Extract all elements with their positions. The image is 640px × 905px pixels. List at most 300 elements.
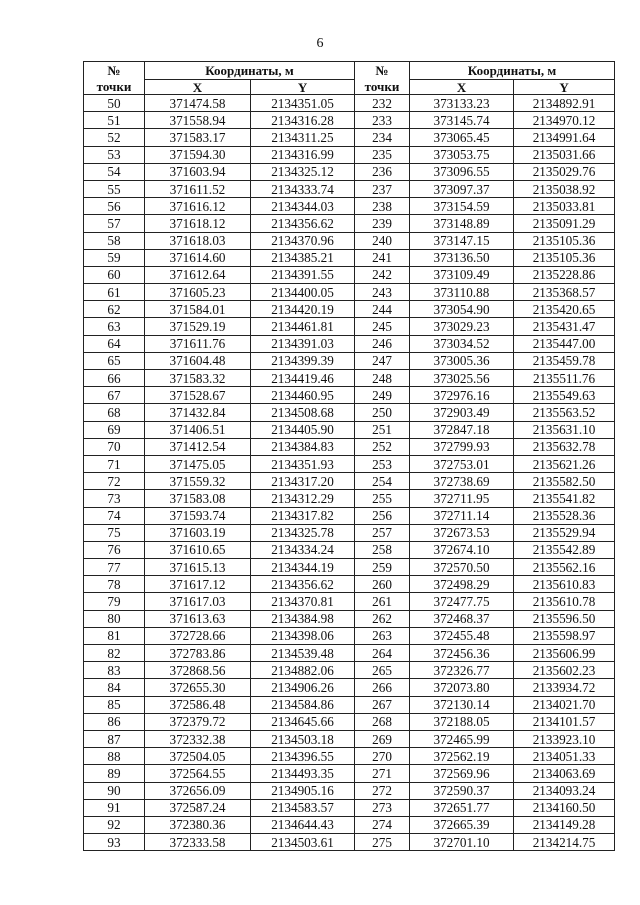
table-row	[84, 318, 615, 335]
y-value-right: 2135563.52	[514, 404, 615, 421]
y-value-left: 2134351.05	[251, 95, 355, 112]
coordinates-header-right: Координаты, м	[410, 62, 615, 80]
point-number-right: 247	[355, 352, 410, 369]
y-value-left: 2134508.68	[251, 404, 355, 421]
x-value-left: 371412.54	[145, 438, 251, 455]
x-value-right: 373029.23	[410, 318, 514, 335]
point-number-left: 67	[84, 387, 145, 404]
y-value-right: 2135621.26	[514, 455, 615, 472]
table-row	[84, 352, 615, 369]
y-value-right: 2135431.47	[514, 318, 615, 335]
y-value-right: 2135631.10	[514, 421, 615, 438]
point-number-left: 83	[84, 662, 145, 679]
point-number-right: 246	[355, 335, 410, 352]
y-value-left: 2134906.26	[251, 679, 355, 696]
x-value-right: 372455.48	[410, 627, 514, 644]
y-value-right: 2135549.63	[514, 387, 615, 404]
point-number-left: 76	[84, 541, 145, 558]
y-value-right: 2135228.86	[514, 266, 615, 283]
point-number-left: 84	[84, 679, 145, 696]
x-value-left: 371603.19	[145, 524, 251, 541]
point-number-right: 248	[355, 370, 410, 387]
point-number-left: 72	[84, 473, 145, 490]
table-row	[84, 180, 615, 197]
x-value-left: 371611.52	[145, 180, 251, 197]
x-value-right: 373065.45	[410, 129, 514, 146]
x-value-right: 372847.18	[410, 421, 514, 438]
y-header-left: Y	[251, 80, 355, 95]
x-value-right: 372799.93	[410, 438, 514, 455]
x-header-right: X	[410, 80, 514, 95]
point-number-left: 51	[84, 112, 145, 129]
point-number-right: 241	[355, 249, 410, 266]
x-value-left: 372564.55	[145, 765, 251, 782]
x-value-right: 373145.74	[410, 112, 514, 129]
x-value-right: 372976.16	[410, 387, 514, 404]
table-row	[84, 799, 615, 816]
y-value-right: 2135091.29	[514, 215, 615, 232]
y-value-left: 2134539.48	[251, 645, 355, 662]
y-value-right: 2135542.89	[514, 541, 615, 558]
y-value-left: 2134400.05	[251, 284, 355, 301]
point-number-right: 242	[355, 266, 410, 283]
table-row	[84, 507, 615, 524]
table-row	[84, 490, 615, 507]
table-row	[84, 559, 615, 576]
table-row	[84, 232, 615, 249]
table-row	[84, 455, 615, 472]
y-value-left: 2134396.55	[251, 748, 355, 765]
point-number-left: 81	[84, 627, 145, 644]
point-number-right: 252	[355, 438, 410, 455]
y-value-right: 2134160.50	[514, 799, 615, 816]
point-number-right: 243	[355, 284, 410, 301]
point-number-left: 87	[84, 730, 145, 747]
table-row	[84, 593, 615, 610]
table-row	[84, 198, 615, 215]
y-value-right: 2134214.75	[514, 834, 615, 851]
x-value-right: 373097.37	[410, 180, 514, 197]
x-value-left: 371618.12	[145, 215, 251, 232]
point-number-left: 55	[84, 180, 145, 197]
point-number-left: 64	[84, 335, 145, 352]
point-number-left: 59	[84, 249, 145, 266]
y-value-right: 2135038.92	[514, 180, 615, 197]
point-number-left: 91	[84, 799, 145, 816]
y-value-left: 2134645.66	[251, 713, 355, 730]
point-number-left: 74	[84, 507, 145, 524]
y-value-right: 2133923.10	[514, 730, 615, 747]
point-number-left: 70	[84, 438, 145, 455]
point-number-header-right: №	[355, 62, 410, 80]
x-value-left: 371529.19	[145, 318, 251, 335]
point-number-left: 68	[84, 404, 145, 421]
x-value-right: 372665.39	[410, 816, 514, 833]
point-number-left: 73	[84, 490, 145, 507]
x-value-right: 372073.80	[410, 679, 514, 696]
x-value-right: 373005.36	[410, 352, 514, 369]
table-row	[84, 301, 615, 318]
y-value-right: 2135029.76	[514, 163, 615, 180]
table-row	[84, 473, 615, 490]
x-value-left: 372332.38	[145, 730, 251, 747]
point-number-left: 61	[84, 284, 145, 301]
table-row	[84, 782, 615, 799]
table-row	[84, 524, 615, 541]
table-row	[84, 816, 615, 833]
point-number-left: 54	[84, 163, 145, 180]
x-value-right: 373133.23	[410, 95, 514, 112]
x-value-left: 371617.12	[145, 576, 251, 593]
y-value-right: 2135105.36	[514, 232, 615, 249]
y-value-left: 2134384.83	[251, 438, 355, 455]
point-number-left: 89	[84, 765, 145, 782]
x-value-left: 371583.08	[145, 490, 251, 507]
x-value-left: 371603.94	[145, 163, 251, 180]
point-number-right: 274	[355, 816, 410, 833]
table-row	[84, 387, 615, 404]
y-value-right: 2134991.64	[514, 129, 615, 146]
x-value-right: 372711.14	[410, 507, 514, 524]
table-row	[84, 730, 615, 747]
point-number-right: 239	[355, 215, 410, 232]
table-row	[84, 679, 615, 696]
y-value-left: 2134325.78	[251, 524, 355, 541]
x-value-right: 373034.52	[410, 335, 514, 352]
point-number-left: 69	[84, 421, 145, 438]
y-value-right: 2135632.78	[514, 438, 615, 455]
point-number-right: 235	[355, 146, 410, 163]
table-row	[84, 146, 615, 163]
point-number-right: 255	[355, 490, 410, 507]
x-value-left: 372379.72	[145, 713, 251, 730]
table-row	[84, 335, 615, 352]
y-value-left: 2134405.90	[251, 421, 355, 438]
x-value-right: 372326.77	[410, 662, 514, 679]
y-value-right: 2135368.57	[514, 284, 615, 301]
x-value-left: 371406.51	[145, 421, 251, 438]
table-row	[84, 163, 615, 180]
x-value-right: 373110.88	[410, 284, 514, 301]
y-value-left: 2134312.29	[251, 490, 355, 507]
x-value-left: 371594.30	[145, 146, 251, 163]
point-number-right: 272	[355, 782, 410, 799]
x-value-left: 372728.66	[145, 627, 251, 644]
x-value-right: 373109.49	[410, 266, 514, 283]
x-value-left: 371617.03	[145, 593, 251, 610]
x-value-right: 372569.96	[410, 765, 514, 782]
point-number-right: 237	[355, 180, 410, 197]
y-header-right: Y	[514, 80, 615, 95]
x-value-left: 371610.65	[145, 541, 251, 558]
table-row	[84, 696, 615, 713]
y-value-right: 2135528.36	[514, 507, 615, 524]
table-row	[84, 765, 615, 782]
y-value-left: 2134399.39	[251, 352, 355, 369]
y-value-left: 2134493.35	[251, 765, 355, 782]
point-number-right: 269	[355, 730, 410, 747]
y-value-left: 2134325.12	[251, 163, 355, 180]
table-row	[84, 266, 615, 283]
x-value-left: 371612.64	[145, 266, 251, 283]
y-value-right: 2135602.23	[514, 662, 615, 679]
table-row	[84, 215, 615, 232]
x-value-right: 372674.10	[410, 541, 514, 558]
table-row	[84, 370, 615, 387]
coordinates-header-left: Координаты, м	[145, 62, 355, 80]
point-number-left: 65	[84, 352, 145, 369]
point-number-right: 254	[355, 473, 410, 490]
y-value-left: 2134461.81	[251, 318, 355, 335]
point-number-left: 82	[84, 645, 145, 662]
y-value-left: 2134385.21	[251, 249, 355, 266]
table-row	[84, 576, 615, 593]
y-value-right: 2135105.36	[514, 249, 615, 266]
x-value-right: 373136.50	[410, 249, 514, 266]
x-value-left: 371583.32	[145, 370, 251, 387]
x-value-left: 372380.36	[145, 816, 251, 833]
point-number-right: 273	[355, 799, 410, 816]
point-label-right: точки	[355, 80, 410, 95]
point-number-right: 263	[355, 627, 410, 644]
point-number-right: 251	[355, 421, 410, 438]
point-number-left: 53	[84, 146, 145, 163]
y-value-right: 2134021.70	[514, 696, 615, 713]
y-value-left: 2134351.93	[251, 455, 355, 472]
x-value-left: 371432.84	[145, 404, 251, 421]
point-number-right: 256	[355, 507, 410, 524]
point-number-right: 259	[355, 559, 410, 576]
x-value-left: 372586.48	[145, 696, 251, 713]
point-number-left: 88	[84, 748, 145, 765]
x-value-right: 372130.14	[410, 696, 514, 713]
x-value-right: 372498.29	[410, 576, 514, 593]
point-number-right: 253	[355, 455, 410, 472]
x-value-left: 372868.56	[145, 662, 251, 679]
point-number-right: 250	[355, 404, 410, 421]
x-value-left: 372504.05	[145, 748, 251, 765]
y-value-right: 2135596.50	[514, 610, 615, 627]
point-number-right: 233	[355, 112, 410, 129]
x-value-left: 371615.13	[145, 559, 251, 576]
point-number-right: 268	[355, 713, 410, 730]
y-value-left: 2134356.62	[251, 215, 355, 232]
y-value-left: 2134583.57	[251, 799, 355, 816]
y-value-right: 2134149.28	[514, 816, 615, 833]
point-number-left: 93	[84, 834, 145, 851]
y-value-left: 2134460.95	[251, 387, 355, 404]
x-value-right: 372738.69	[410, 473, 514, 490]
point-number-right: 245	[355, 318, 410, 335]
y-value-right: 2135541.82	[514, 490, 615, 507]
x-value-left: 371604.48	[145, 352, 251, 369]
point-number-right: 261	[355, 593, 410, 610]
point-number-left: 50	[84, 95, 145, 112]
point-number-left: 85	[84, 696, 145, 713]
y-value-left: 2134384.98	[251, 610, 355, 627]
y-value-right: 2135459.78	[514, 352, 615, 369]
x-value-left: 372656.09	[145, 782, 251, 799]
point-number-left: 60	[84, 266, 145, 283]
point-number-right: 258	[355, 541, 410, 558]
point-number-right: 232	[355, 95, 410, 112]
x-value-right: 372711.95	[410, 490, 514, 507]
y-value-left: 2134370.81	[251, 593, 355, 610]
x-value-left: 371583.17	[145, 129, 251, 146]
x-value-right: 373148.89	[410, 215, 514, 232]
x-value-right: 372590.37	[410, 782, 514, 799]
point-number-left: 71	[84, 455, 145, 472]
x-value-left: 371611.76	[145, 335, 251, 352]
point-number-left: 56	[84, 198, 145, 215]
y-value-right: 2134063.69	[514, 765, 615, 782]
y-value-left: 2134905.16	[251, 782, 355, 799]
y-value-right: 2135606.99	[514, 645, 615, 662]
y-value-left: 2134317.82	[251, 507, 355, 524]
table-row	[84, 284, 615, 301]
x-value-right: 372465.99	[410, 730, 514, 747]
page-number: 6	[316, 36, 324, 51]
point-number-left: 92	[84, 816, 145, 833]
x-value-left: 371618.03	[145, 232, 251, 249]
point-label-left: точки	[84, 80, 145, 95]
x-value-left: 371558.94	[145, 112, 251, 129]
x-value-left: 371616.12	[145, 198, 251, 215]
y-value-left: 2134316.99	[251, 146, 355, 163]
x-value-right: 373154.59	[410, 198, 514, 215]
x-value-right: 372673.53	[410, 524, 514, 541]
point-number-right: 236	[355, 163, 410, 180]
point-number-left: 66	[84, 370, 145, 387]
point-number-left: 86	[84, 713, 145, 730]
x-value-left: 371475.05	[145, 455, 251, 472]
point-number-left: 80	[84, 610, 145, 627]
y-value-right: 2135420.65	[514, 301, 615, 318]
y-value-right: 2135598.97	[514, 627, 615, 644]
y-value-right: 2133934.72	[514, 679, 615, 696]
y-value-left: 2134311.25	[251, 129, 355, 146]
y-value-right: 2134051.33	[514, 748, 615, 765]
x-value-right: 372701.10	[410, 834, 514, 851]
x-value-right: 373025.56	[410, 370, 514, 387]
point-number-right: 264	[355, 645, 410, 662]
y-value-right: 2135610.83	[514, 576, 615, 593]
point-number-left: 58	[84, 232, 145, 249]
x-value-left: 371605.23	[145, 284, 251, 301]
y-value-left: 2134370.96	[251, 232, 355, 249]
point-number-right: 249	[355, 387, 410, 404]
x-header-left: X	[145, 80, 251, 95]
x-value-left: 371613.63	[145, 610, 251, 627]
y-value-left: 2134316.28	[251, 112, 355, 129]
y-value-left: 2134391.55	[251, 266, 355, 283]
point-number-right: 267	[355, 696, 410, 713]
x-value-right: 372456.36	[410, 645, 514, 662]
point-number-left: 75	[84, 524, 145, 541]
table-row	[84, 713, 615, 730]
x-value-left: 372783.86	[145, 645, 251, 662]
x-value-left: 372655.30	[145, 679, 251, 696]
y-value-left: 2134334.24	[251, 541, 355, 558]
y-value-left: 2134344.03	[251, 198, 355, 215]
x-value-left: 371593.74	[145, 507, 251, 524]
x-value-right: 373147.15	[410, 232, 514, 249]
y-value-right: 2135529.94	[514, 524, 615, 541]
x-value-left: 371474.58	[145, 95, 251, 112]
y-value-left: 2134356.62	[251, 576, 355, 593]
y-value-right: 2135031.66	[514, 146, 615, 163]
y-value-right: 2135511.76	[514, 370, 615, 387]
y-value-left: 2134584.86	[251, 696, 355, 713]
table-row	[84, 249, 615, 266]
point-number-right: 271	[355, 765, 410, 782]
table-row	[84, 404, 615, 421]
point-number-left: 57	[84, 215, 145, 232]
table-row	[84, 834, 615, 851]
point-number-right: 270	[355, 748, 410, 765]
y-value-right: 2135610.78	[514, 593, 615, 610]
x-value-right: 373096.55	[410, 163, 514, 180]
y-value-left: 2134391.03	[251, 335, 355, 352]
point-number-right: 257	[355, 524, 410, 541]
x-value-right: 372651.77	[410, 799, 514, 816]
point-number-right: 244	[355, 301, 410, 318]
y-value-right: 2134093.24	[514, 782, 615, 799]
table-row	[84, 438, 615, 455]
point-number-left: 79	[84, 593, 145, 610]
x-value-right: 372562.19	[410, 748, 514, 765]
point-number-left: 63	[84, 318, 145, 335]
x-value-left: 371528.67	[145, 387, 251, 404]
y-value-left: 2134882.06	[251, 662, 355, 679]
point-number-right: 275	[355, 834, 410, 851]
point-number-header-left: №	[84, 62, 145, 80]
table-body	[84, 95, 615, 851]
point-number-right: 262	[355, 610, 410, 627]
y-value-left: 2134333.74	[251, 180, 355, 197]
point-number-right: 266	[355, 679, 410, 696]
x-value-left: 372333.58	[145, 834, 251, 851]
x-value-right: 372477.75	[410, 593, 514, 610]
table-row	[84, 541, 615, 558]
y-value-left: 2134503.61	[251, 834, 355, 851]
x-value-left: 371614.60	[145, 249, 251, 266]
point-number-right: 234	[355, 129, 410, 146]
y-value-left: 2134344.19	[251, 559, 355, 576]
x-value-right: 372188.05	[410, 713, 514, 730]
table-row	[84, 662, 615, 679]
point-number-left: 52	[84, 129, 145, 146]
y-value-right: 2134101.57	[514, 713, 615, 730]
x-value-right: 372903.49	[410, 404, 514, 421]
table-row	[84, 421, 615, 438]
point-number-left: 78	[84, 576, 145, 593]
point-number-right: 265	[355, 662, 410, 679]
table-row	[84, 645, 615, 662]
point-number-left: 77	[84, 559, 145, 576]
y-value-left: 2134644.43	[251, 816, 355, 833]
x-value-right: 372753.01	[410, 455, 514, 472]
y-value-right: 2134970.12	[514, 112, 615, 129]
y-value-right: 2135447.00	[514, 335, 615, 352]
y-value-left: 2134419.46	[251, 370, 355, 387]
x-value-right: 372468.37	[410, 610, 514, 627]
point-number-right: 240	[355, 232, 410, 249]
y-value-right: 2135582.50	[514, 473, 615, 490]
table-row	[84, 610, 615, 627]
y-value-right: 2134892.91	[514, 95, 615, 112]
point-number-left: 90	[84, 782, 145, 799]
